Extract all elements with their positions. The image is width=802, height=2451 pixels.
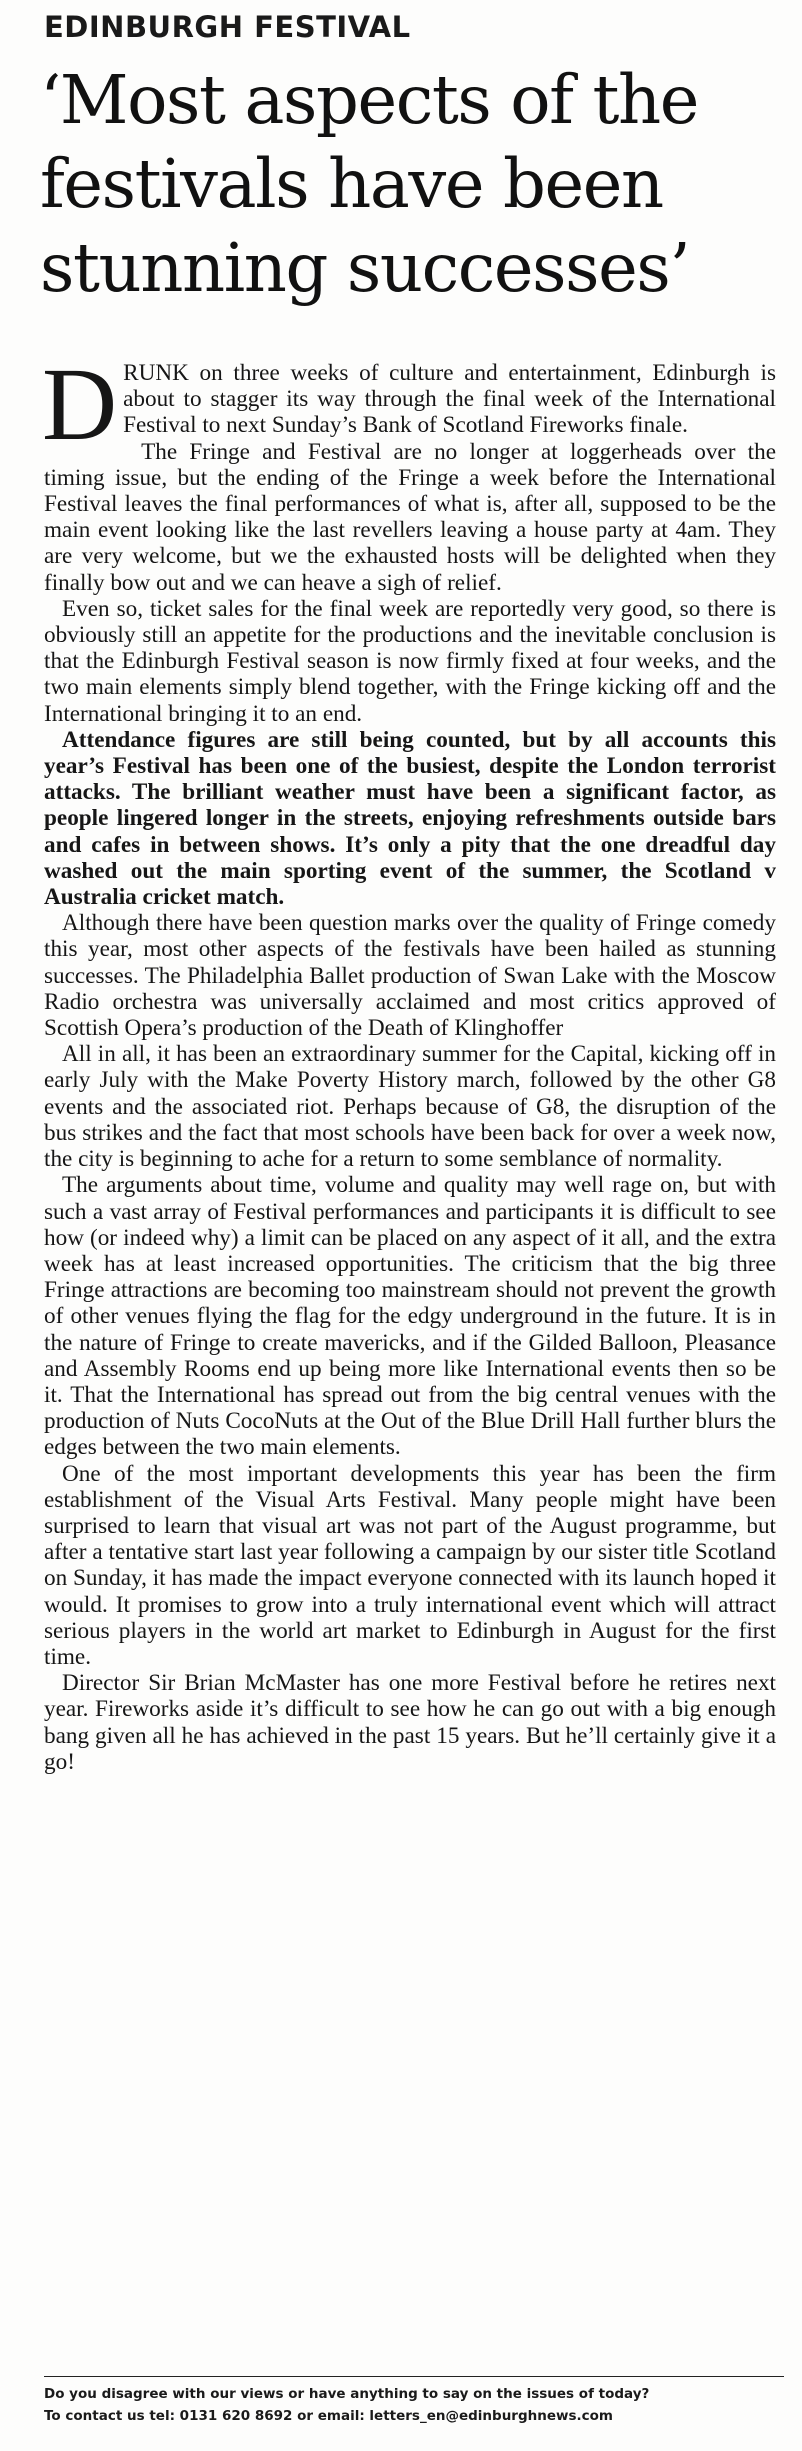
article-paragraph-bold: Attendance figures are still being counted, but by all accounts this year’s Festival has been one of the busiest, despite the London terrorist attacks. The brilliant weather must have been a significant factor, as people lingered longer in the streets, enjoying refreshments outside bars and cafes in between shows. It’s only a pity that the one dreadful day washed out the main sporting event of the summer, the Scotland v Australia cricket match.	[44, 726, 776, 911]
article-paragraph: Director Sir Brian McMaster has one more Festival before he retires next year. Fireworks aside it’s difficult to see how he can go out with a big enough bang given all he has achieved in the past 15 years. But he’ll certainly give it a go!	[44, 1670, 776, 1775]
headline	[40, 58, 780, 310]
headline-line: ‘Most aspects of the	[40, 61, 698, 139]
headline-line: festivals have been	[40, 145, 663, 223]
article-paragraph: The arguments about time, volume and quality may well rage on, but with such a vast array of Festival performances and participants it is difficult to see how (or indeed why) a limit can be placed on any aspect of it all, and the extra week has at least increased opportunities. The criticism that the big three Fringe attractions are becoming too mainstream should not prevent the growth of other venues flying the flag for the edgy underground in the future. It is in the nature of Fringe to create mavericks, and if the Gilded Balloon, Pleasance and Assembly Rooms end up being more like International events then so be it. That the International has spread out from the big central venues with the production of Nuts CocoNuts at the Out of the Blue Drill Hall further blurs the edges between the two main elements.	[44, 1172, 776, 1461]
headline-line: stunning successes’	[40, 229, 690, 307]
section-kicker: EDINBURGH FESTIVAL	[44, 10, 411, 44]
article-paragraph: One of the most important developments this year has been the firm establishment of the Visual Arts Festival. Many people might have been surprised to learn that visual art was not part of the August programme, but after a tentative start last year following a campaign by our sister title Scotland on Sunday, it has made the impact everyone connected with its launch hoped it would. It promises to grow into a truly international event which will attract serious players in the world art market to Edinburgh in August for the first time.	[44, 1460, 776, 1670]
reader-contact-footer	[44, 2383, 784, 2427]
drop-cap: D	[42, 347, 118, 462]
footer-divider	[44, 2376, 784, 2377]
footer-prompt: Do you disagree with our views or have anything to say on the issues of today?	[44, 2386, 650, 2402]
footer-contact: To contact us tel: 0131 620 8692 or email: letters_en@edinburghnews.com	[44, 2408, 613, 2424]
article-paragraph-lead	[42, 347, 776, 462]
article-paragraph: All in all, it has been an extraordinary summer for the Capital, kicking off in early July with the Make Poverty History march, followed by the other G8 events and the associated riot. Perhaps because of G8, the disruption of the bus strikes and the fact that most schools have been back for over a week now, the city is beginning to ache for a return to some semblance of normality.	[44, 1041, 776, 1173]
article-paragraph: Even so, ticket sales for the final week are reportedly very good, so there is obviously still an appetite for the productions and the inevitable conclusion is that the Edinburgh Festival season is now firmly fixed at four weeks, and the two main elements simply blend together, with the Fringe kicking off and the International bringing it to an end.	[44, 595, 776, 727]
article-paragraph: Although there have been question marks over the quality of Fringe comedy this year, most other aspects of the festivals have been hailed as stunning successes. The Philadelphia Ballet production of Swan Lake with the Moscow Radio orchestra was universally acclaimed and most critics approved of Scottish Opera’s production of the Death of Klinghoffer	[44, 910, 776, 1042]
article-body	[42, 347, 776, 1775]
article-paragraph: The Fringe and Festival are no longer at loggerheads over the timing issue, but the ending of the Fringe a week before the International Festival leaves the final performances of what is, after all, supposed to be the main event looking like the last revellers leaving a house party at 4am. They are very welcome, but we the exhausted hosts will be delighted when they finally bow out and we can heave a sigh of relief.	[44, 438, 776, 596]
lead-text: RUNK on three weeks of culture and entertainment, Edinburgh is about to stagger its way through the final week of the International Festival to next Sunday’s Bank of Scotland Fireworks finale.	[123, 360, 776, 439]
